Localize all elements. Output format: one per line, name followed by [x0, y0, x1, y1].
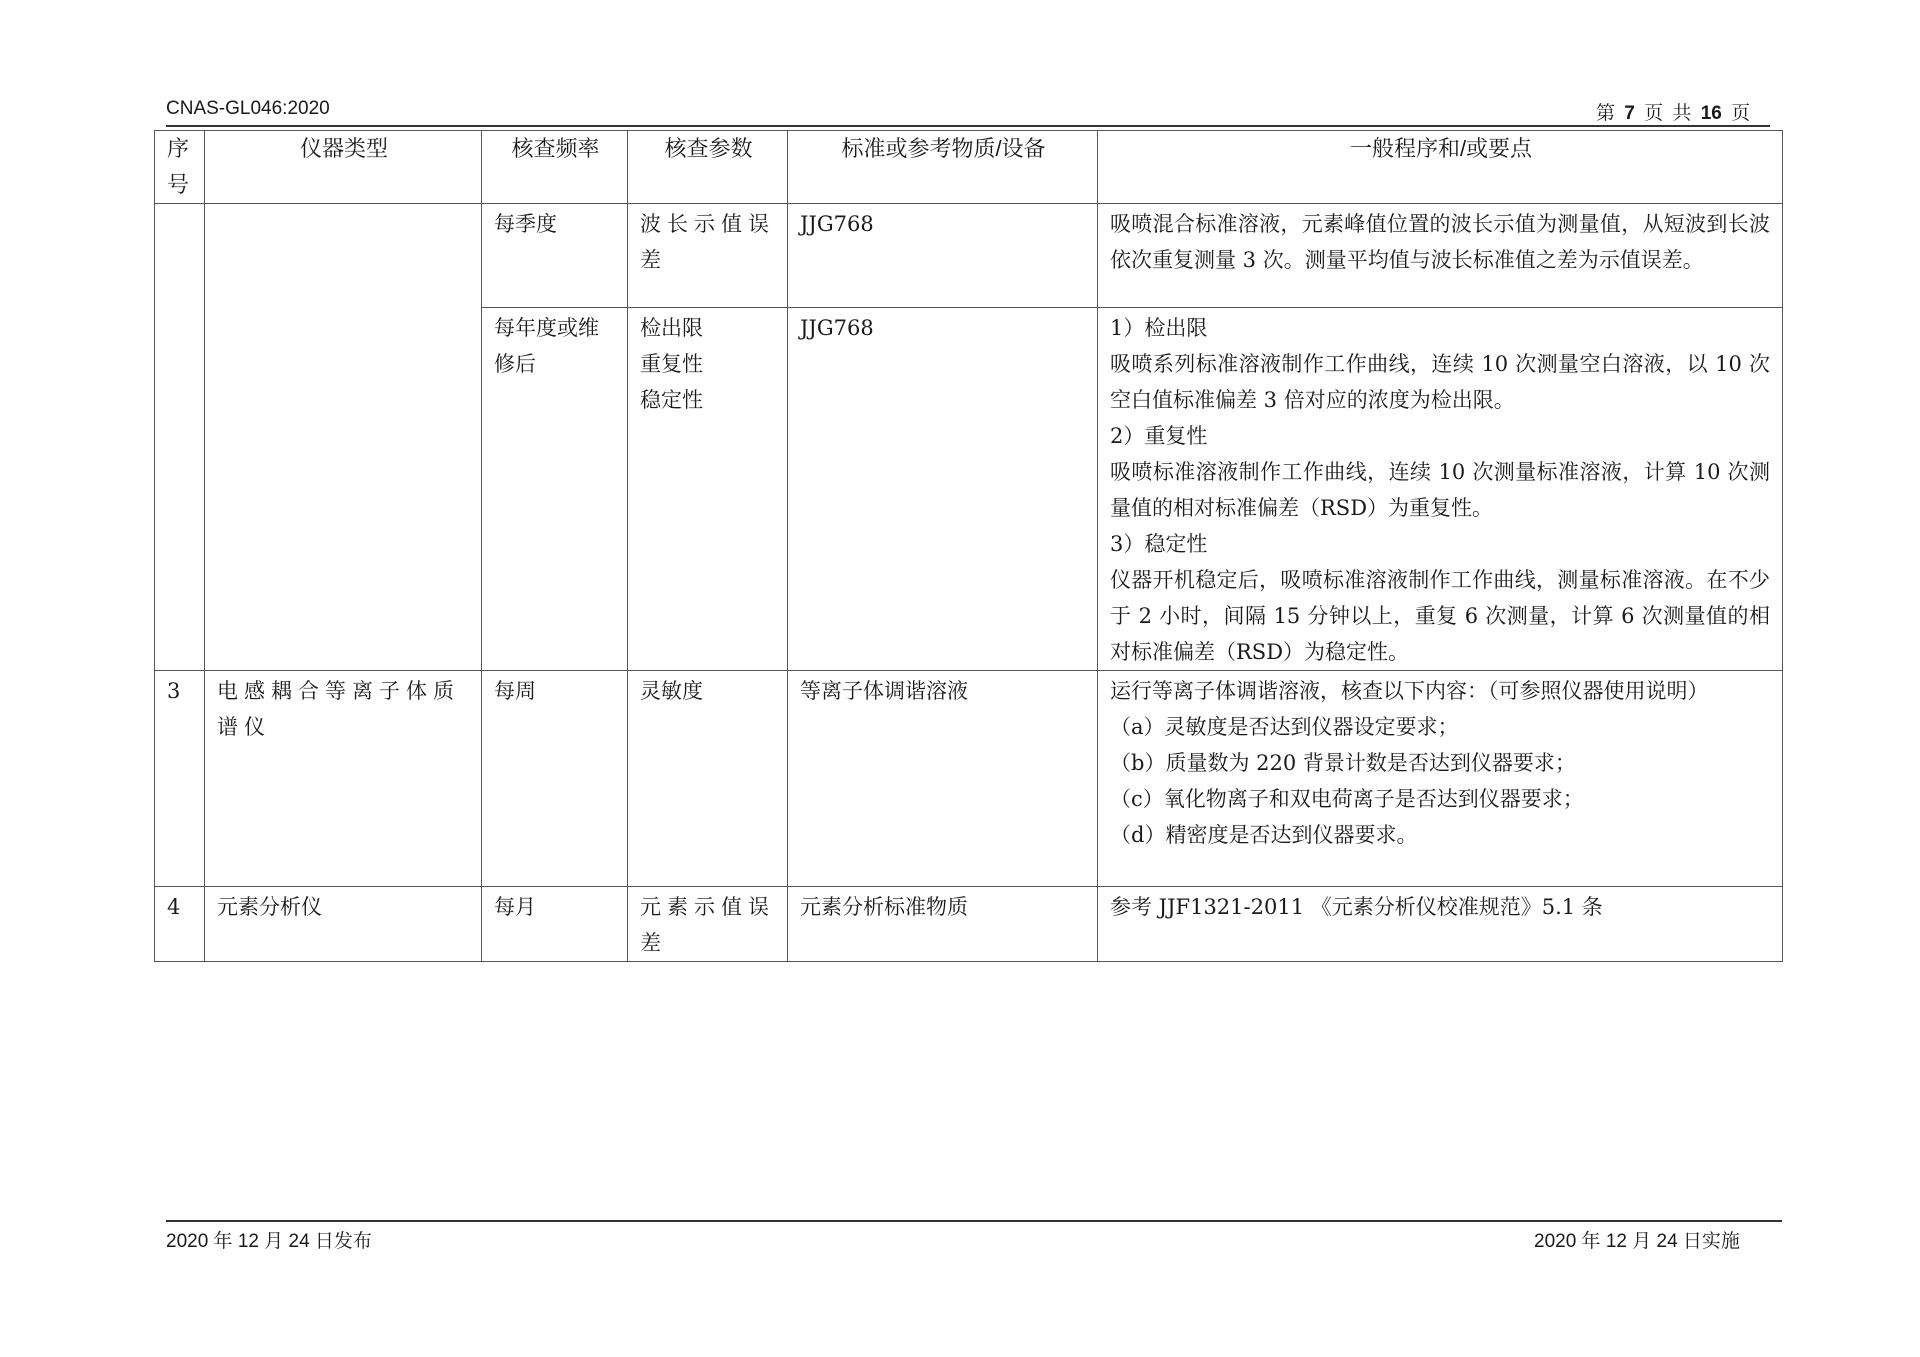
- col-header-seq: 序号: [155, 131, 205, 204]
- cell-type: [205, 204, 482, 671]
- table-header-row: [155, 131, 1783, 204]
- page-mid: 页 共: [1644, 103, 1692, 124]
- cell-freq: 每月: [482, 887, 628, 962]
- param-item: 波长示值误差: [640, 212, 775, 272]
- col-header-type: 仪器类型: [205, 131, 482, 204]
- table-row: [155, 887, 1783, 962]
- page-prefix: 第: [1596, 103, 1616, 124]
- cell-std: 元素分析标准物质: [788, 887, 1098, 962]
- cell-std: 等离子体调谐溶液: [788, 671, 1098, 887]
- effective-date: 2020 年 12 月 24 日实施: [1534, 1231, 1740, 1252]
- param-item: 灵敏度: [640, 679, 703, 703]
- cell-freq: 每年度或维修后: [482, 308, 628, 671]
- table-row: [155, 204, 1783, 308]
- page-total: 16: [1700, 103, 1722, 124]
- param-item: 元素示值误差: [640, 895, 775, 955]
- proc-line: 2）重复性: [1110, 424, 1208, 448]
- cell-std: JJG768: [788, 308, 1098, 671]
- issue-date: 2020 年 12 月 24 日发布: [166, 1231, 372, 1252]
- proc-line: 3）稳定性: [1110, 532, 1208, 556]
- col-header-freq: 核查频率: [482, 131, 628, 204]
- cell-proc: [1098, 308, 1783, 671]
- param-item: 稳定性: [640, 388, 703, 412]
- proc-line: 仪器开机稳定后，吸喷标准溶液制作工作曲线，测量标准溶液。在不少于 2 小时，间隔 15 分钟以上，重复 6 次测量，计算 6 次测量值的相对标准偏差（RSD）为稳定性。: [1110, 568, 1770, 664]
- cell-seq: 4: [155, 887, 205, 962]
- cell-seq: 3: [155, 671, 205, 887]
- proc-line: 1）检出限: [1110, 316, 1208, 340]
- cell-proc: [1098, 204, 1783, 308]
- cell-param: [628, 887, 788, 962]
- doc-code: CNAS-GL046:2020: [166, 98, 330, 119]
- cell-freq: 每季度: [482, 204, 628, 308]
- page-suffix: 页: [1731, 103, 1751, 124]
- cell-proc: [1098, 887, 1783, 962]
- verification-table: [154, 130, 1783, 962]
- cell-param: [628, 204, 788, 308]
- page-number: 7: [1624, 103, 1635, 124]
- proc-line: 参考 JJF1321-2011 《元素分析仪校准规范》5.1 条: [1110, 895, 1603, 919]
- proc-line: 运行等离子体调谐溶液，核查以下内容：（可参照仪器使用说明）: [1110, 679, 1709, 703]
- header-rule: [166, 125, 1770, 127]
- cell-param: [628, 308, 788, 671]
- cell-param: [628, 671, 788, 887]
- page-indicator: [1596, 98, 1750, 125]
- col-header-proc: 一般程序和/或要点: [1098, 131, 1783, 204]
- footer-rule: [166, 1220, 1782, 1222]
- cell-type: 元素分析仪: [205, 887, 482, 962]
- param-item: 重复性: [640, 352, 703, 376]
- cell-std: JJG768: [788, 204, 1098, 308]
- proc-line: （a）灵敏度是否达到仪器设定要求；: [1110, 715, 1459, 739]
- cell-proc: [1098, 671, 1783, 887]
- cell-type: 电感耦合等离子体质谱仪: [205, 671, 482, 887]
- cell-seq: [155, 204, 205, 671]
- proc-line: 吸喷混合标准溶液，元素峰值位置的波长示值为测量值，从短波到长波依次重复测量 3 次。测量平均值与波长标准值之差为示值误差。: [1110, 212, 1770, 272]
- proc-line: （b）质量数为 220 背景计数是否达到仪器要求；: [1110, 751, 1576, 775]
- param-item: 检出限: [640, 316, 703, 340]
- proc-line: （d）精密度是否达到仪器要求。: [1110, 823, 1418, 847]
- proc-line: 吸喷系列标准溶液制作工作曲线，连续 10 次测量空白溶液，以 10 次空白值标准偏差 3 倍对应的浓度为检出限。: [1110, 352, 1770, 412]
- proc-line: 吸喷标准溶液制作工作曲线，连续 10 次测量标准溶液，计算 10 次测量值的相对标准偏差（RSD）为重复性。: [1110, 460, 1770, 520]
- cell-freq: 每周: [482, 671, 628, 887]
- proc-line: （c）氧化物离子和双电荷离子是否达到仪器要求；: [1110, 787, 1584, 811]
- col-header-param: 核查参数: [628, 131, 788, 204]
- col-header-std: 标准或参考物质/设备: [788, 131, 1098, 204]
- table-row: [155, 671, 1783, 887]
